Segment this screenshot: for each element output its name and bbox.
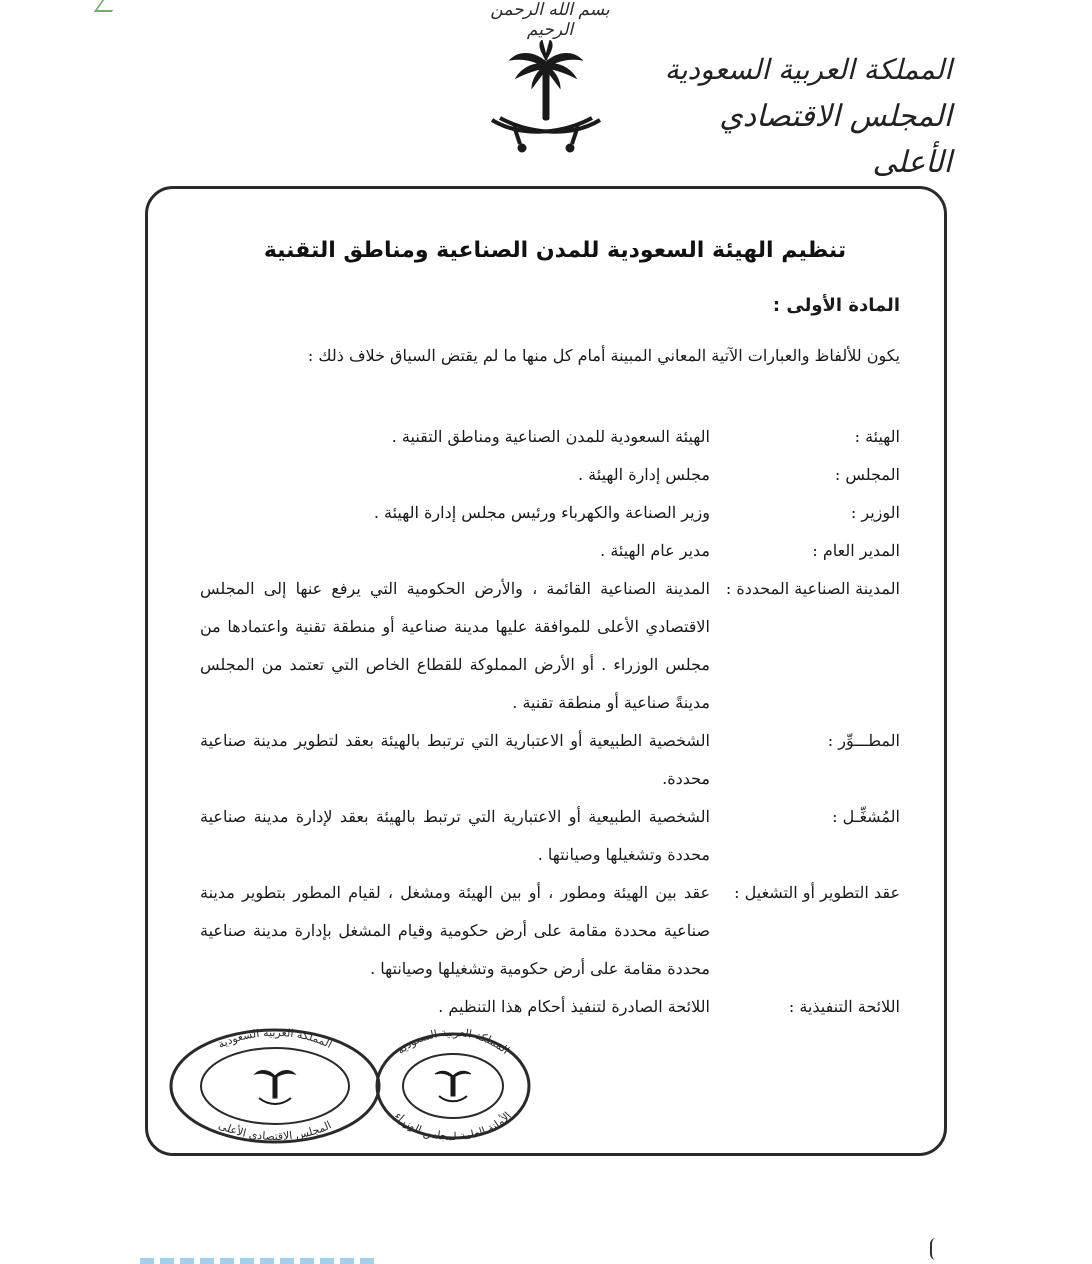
- definition-row: [200, 456, 900, 494]
- letterhead: [652, 50, 952, 186]
- definition-row: [200, 988, 900, 1026]
- definition-text: مدير عام الهيئة .: [600, 541, 710, 560]
- definition-term: المطـــوِّر :: [827, 731, 900, 750]
- definition-term: عقد التطوير أو التشغيل :: [734, 883, 900, 902]
- definition-term: المجلس :: [834, 465, 900, 484]
- definition-text: الشخصية الطبيعية أو الاعتبارية التي ترتبط بالهيئة بعقد لتطوير مدينة صناعية محددة.: [200, 731, 710, 788]
- definition-term: اللائحة التنفيذية :: [788, 997, 900, 1016]
- stamp-right-top-text: المملكة العربية السعودية: [394, 1025, 512, 1057]
- stamp-supreme-economic-council: [171, 1026, 379, 1143]
- definition-row: [200, 570, 900, 722]
- definition-term: المدينة الصناعية المحددة :: [725, 579, 900, 598]
- definition-text: اللائحة الصادرة لتنفيذ أحكام هذا التنظيم .: [438, 997, 710, 1016]
- definition-term: المدير العام :: [812, 541, 900, 560]
- official-stamps: [165, 1024, 535, 1144]
- definition-text: المدينة الصناعية القائمة ، والأرض الحكومية التي يرفع عنها إلى المجلس الاقتصادي الأعلى للموافقة عليها مدينة صناعية أو منطقة تقنية واعتمادها من مجلس الوزراء . أو الأرض المملوكة للقطاع الخاص التي تعتمد من المجلس مدينةً صناعية أو منطقة تقنية .: [200, 579, 711, 712]
- page-edge-mark: [94, 0, 120, 12]
- definition-text: مجلس إدارة الهيئة .: [578, 465, 710, 484]
- document-title: تنظيم الهيئة السعودية للمدن الصناعية ومناطق التقنية: [263, 238, 847, 263]
- definitions-list: [200, 418, 900, 1026]
- letterhead-country: المملكة العربية السعودية: [664, 53, 952, 86]
- definition-row: [200, 418, 900, 456]
- definition-term: الوزير :: [850, 503, 900, 522]
- definition-text: الهيئة السعودية للمدن الصناعية ومناطق التقنية .: [391, 427, 710, 446]
- stamp-right-bottom-text: الأمانة العامة لمجلس الوزراء: [391, 1109, 515, 1144]
- intro-paragraph: يكون للألفاظ والعبارات الآتية المعاني المبينة أمام كل منها ما لم يقتض السياق خلاف ذلك :: [307, 346, 900, 365]
- definition-row: [200, 874, 900, 988]
- stamp-left-bottom-text: المجلس الاقتصادي الأعلى: [216, 1118, 334, 1144]
- footer-scan-artifact: [140, 1258, 380, 1264]
- article-heading: المادة الأولى :: [772, 295, 900, 316]
- basmala: بسم الله الرحمن الرحيم: [490, 0, 610, 40]
- definition-row: [200, 532, 900, 570]
- letterhead-council: المجلس الاقتصادي الأعلى: [719, 99, 952, 180]
- definition-row: [200, 798, 900, 874]
- definition-row: [200, 722, 900, 798]
- saudi-emblem-icon: [488, 40, 604, 160]
- definition-term: المُشغِّـل :: [832, 807, 900, 826]
- stamp-council-of-ministers: [377, 1026, 529, 1143]
- stamp-left-top-text: المملكة العربية السعودية: [215, 1025, 335, 1051]
- footer-margin-mark: [930, 1238, 942, 1260]
- definition-row: [200, 494, 900, 532]
- stamp-left-emblem-icon: [255, 1071, 295, 1105]
- stamp-right-emblem-icon: [435, 1071, 471, 1101]
- definition-text: الشخصية الطبيعية أو الاعتبارية التي ترتبط بالهيئة بعقد لإدارة مدينة صناعية محددة وتشغيلها وصيانتها .: [200, 807, 711, 864]
- definition-term: الهيئة :: [854, 427, 900, 446]
- definition-text: وزير الصناعة والكهرباء ورئيس مجلس إدارة الهيئة .: [373, 503, 710, 522]
- definition-text: عقد بين الهيئة ومطور ، أو بين الهيئة ومشغل ، لقيام المطور بتطوير مدينة صناعية محددة مقامة على أرض حكومية وقيام المشغل بإدارة مدينة صناعية محددة مقامة على أرض حكومية وتشغيلها وصيانتها .: [200, 883, 711, 978]
